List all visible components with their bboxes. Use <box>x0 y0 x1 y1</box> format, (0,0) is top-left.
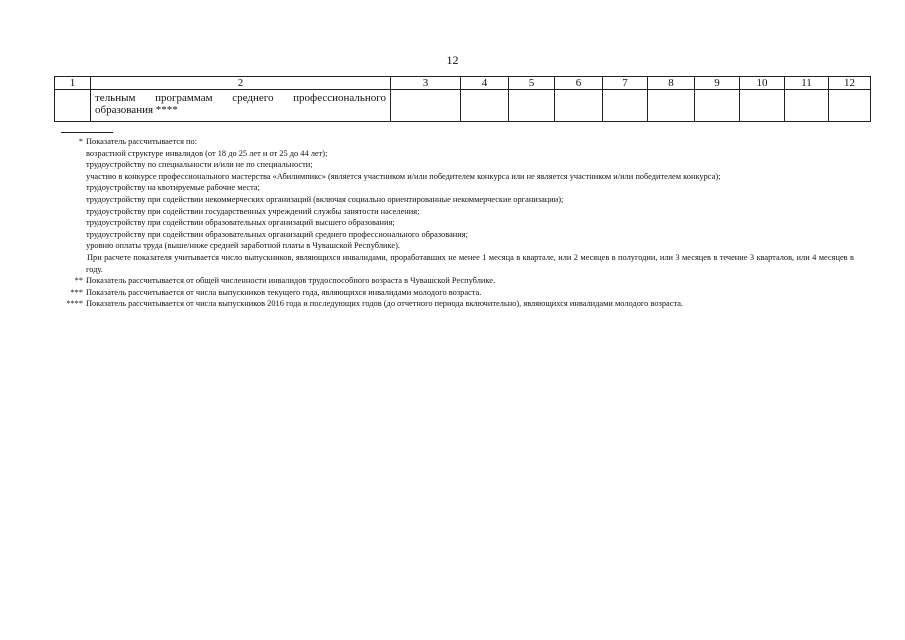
footnote-item: возрастной структуре инвалидов (от 18 до 25 лет и от 25 до 44 лет); <box>86 148 328 158</box>
table-cell <box>55 90 91 122</box>
footnote-item: участию в конкурсе профессионального мастерства «Абилимпикс» (является участником и/или победителем конкурса или не является участником и/или победителем конкурса); <box>86 171 721 181</box>
footnote-3 <box>54 287 854 299</box>
column-number: 11 <box>785 77 829 90</box>
table-cell <box>695 90 740 122</box>
footnote-item: уровню оплаты труда (выше/ниже средней заработной платы в Чувашской Республике). <box>86 241 400 251</box>
footnote-text: Показатель рассчитывается от числа выпускников 2016 года и последующих годов (до отчетного периода включительно), являющихся инвалидами молодого возраста. <box>86 299 684 309</box>
footnote-paragraph: При расчете показателя учитывается число выпускников, являющихся инвалидами, проработавших не менее 1 месяца в квартале, или 2 месяцев в полугодии, или 3 месяцев в течение 3 кварталов, или 4 месяцев в году. <box>86 252 854 274</box>
footnote-text: Показатель рассчитывается от общей численности инвалидов трудоспособного возраста в Чувашской Республике. <box>86 276 496 286</box>
column-number: 8 <box>648 77 695 90</box>
footnote-mark: *** <box>70 287 83 297</box>
footnote-item: трудоустройству при содействии государственных учреждений службы занятости населения; <box>86 206 420 216</box>
column-number: 10 <box>740 77 785 90</box>
table-cell <box>509 90 555 122</box>
footnote-4 <box>54 298 854 310</box>
footnote-item: трудоустройству на квотируемые рабочие места; <box>86 183 260 193</box>
footnote-item: трудоустройству по специальности и/или не по специальности; <box>86 160 313 170</box>
footnote-1 <box>54 136 854 148</box>
table-cell <box>785 90 829 122</box>
data-table <box>54 76 871 122</box>
table-cell <box>391 90 461 122</box>
column-number: 6 <box>555 77 603 90</box>
column-number: 9 <box>695 77 740 90</box>
table-header-row <box>55 77 871 90</box>
table-cell <box>461 90 509 122</box>
footnote-item: трудоустройству при содействии образовательных организаций среднего профессионального образования; <box>86 229 468 239</box>
footnote-mark: ** <box>74 276 83 286</box>
footnote-mark: * <box>78 137 83 146</box>
column-number: 5 <box>509 77 555 90</box>
column-number: 4 <box>461 77 509 90</box>
table-cell <box>829 90 871 122</box>
column-number: 2 <box>91 77 391 90</box>
table-cell <box>555 90 603 122</box>
footnote-text: Показатель рассчитывается от числа выпускников текущего года, являющихся инвалидами молодого возраста. <box>86 287 482 297</box>
footnote-separator <box>61 132 113 133</box>
table-row <box>55 90 871 122</box>
footnote-mark: **** <box>66 299 83 309</box>
table-cell <box>740 90 785 122</box>
footnote-intro: Показатель рассчитывается по: <box>86 137 198 146</box>
column-number: 1 <box>55 77 91 90</box>
indicator-name-cell: тельным программам среднего профессионального образования **** <box>91 90 391 122</box>
footnote-2 <box>54 275 854 287</box>
table-cell <box>603 90 648 122</box>
footnote-item: трудоустройству при содействии образовательных организаций высшего образования; <box>86 218 395 228</box>
column-number: 7 <box>603 77 648 90</box>
table-cell <box>648 90 695 122</box>
footnotes <box>54 136 854 310</box>
column-number: 3 <box>391 77 461 90</box>
page-number: 12 <box>446 53 459 67</box>
footnote-item: трудоустройству при содействии некоммерческих организаций (включая социально ориентированные некоммерческие организации); <box>86 194 564 204</box>
column-number: 12 <box>829 77 871 90</box>
